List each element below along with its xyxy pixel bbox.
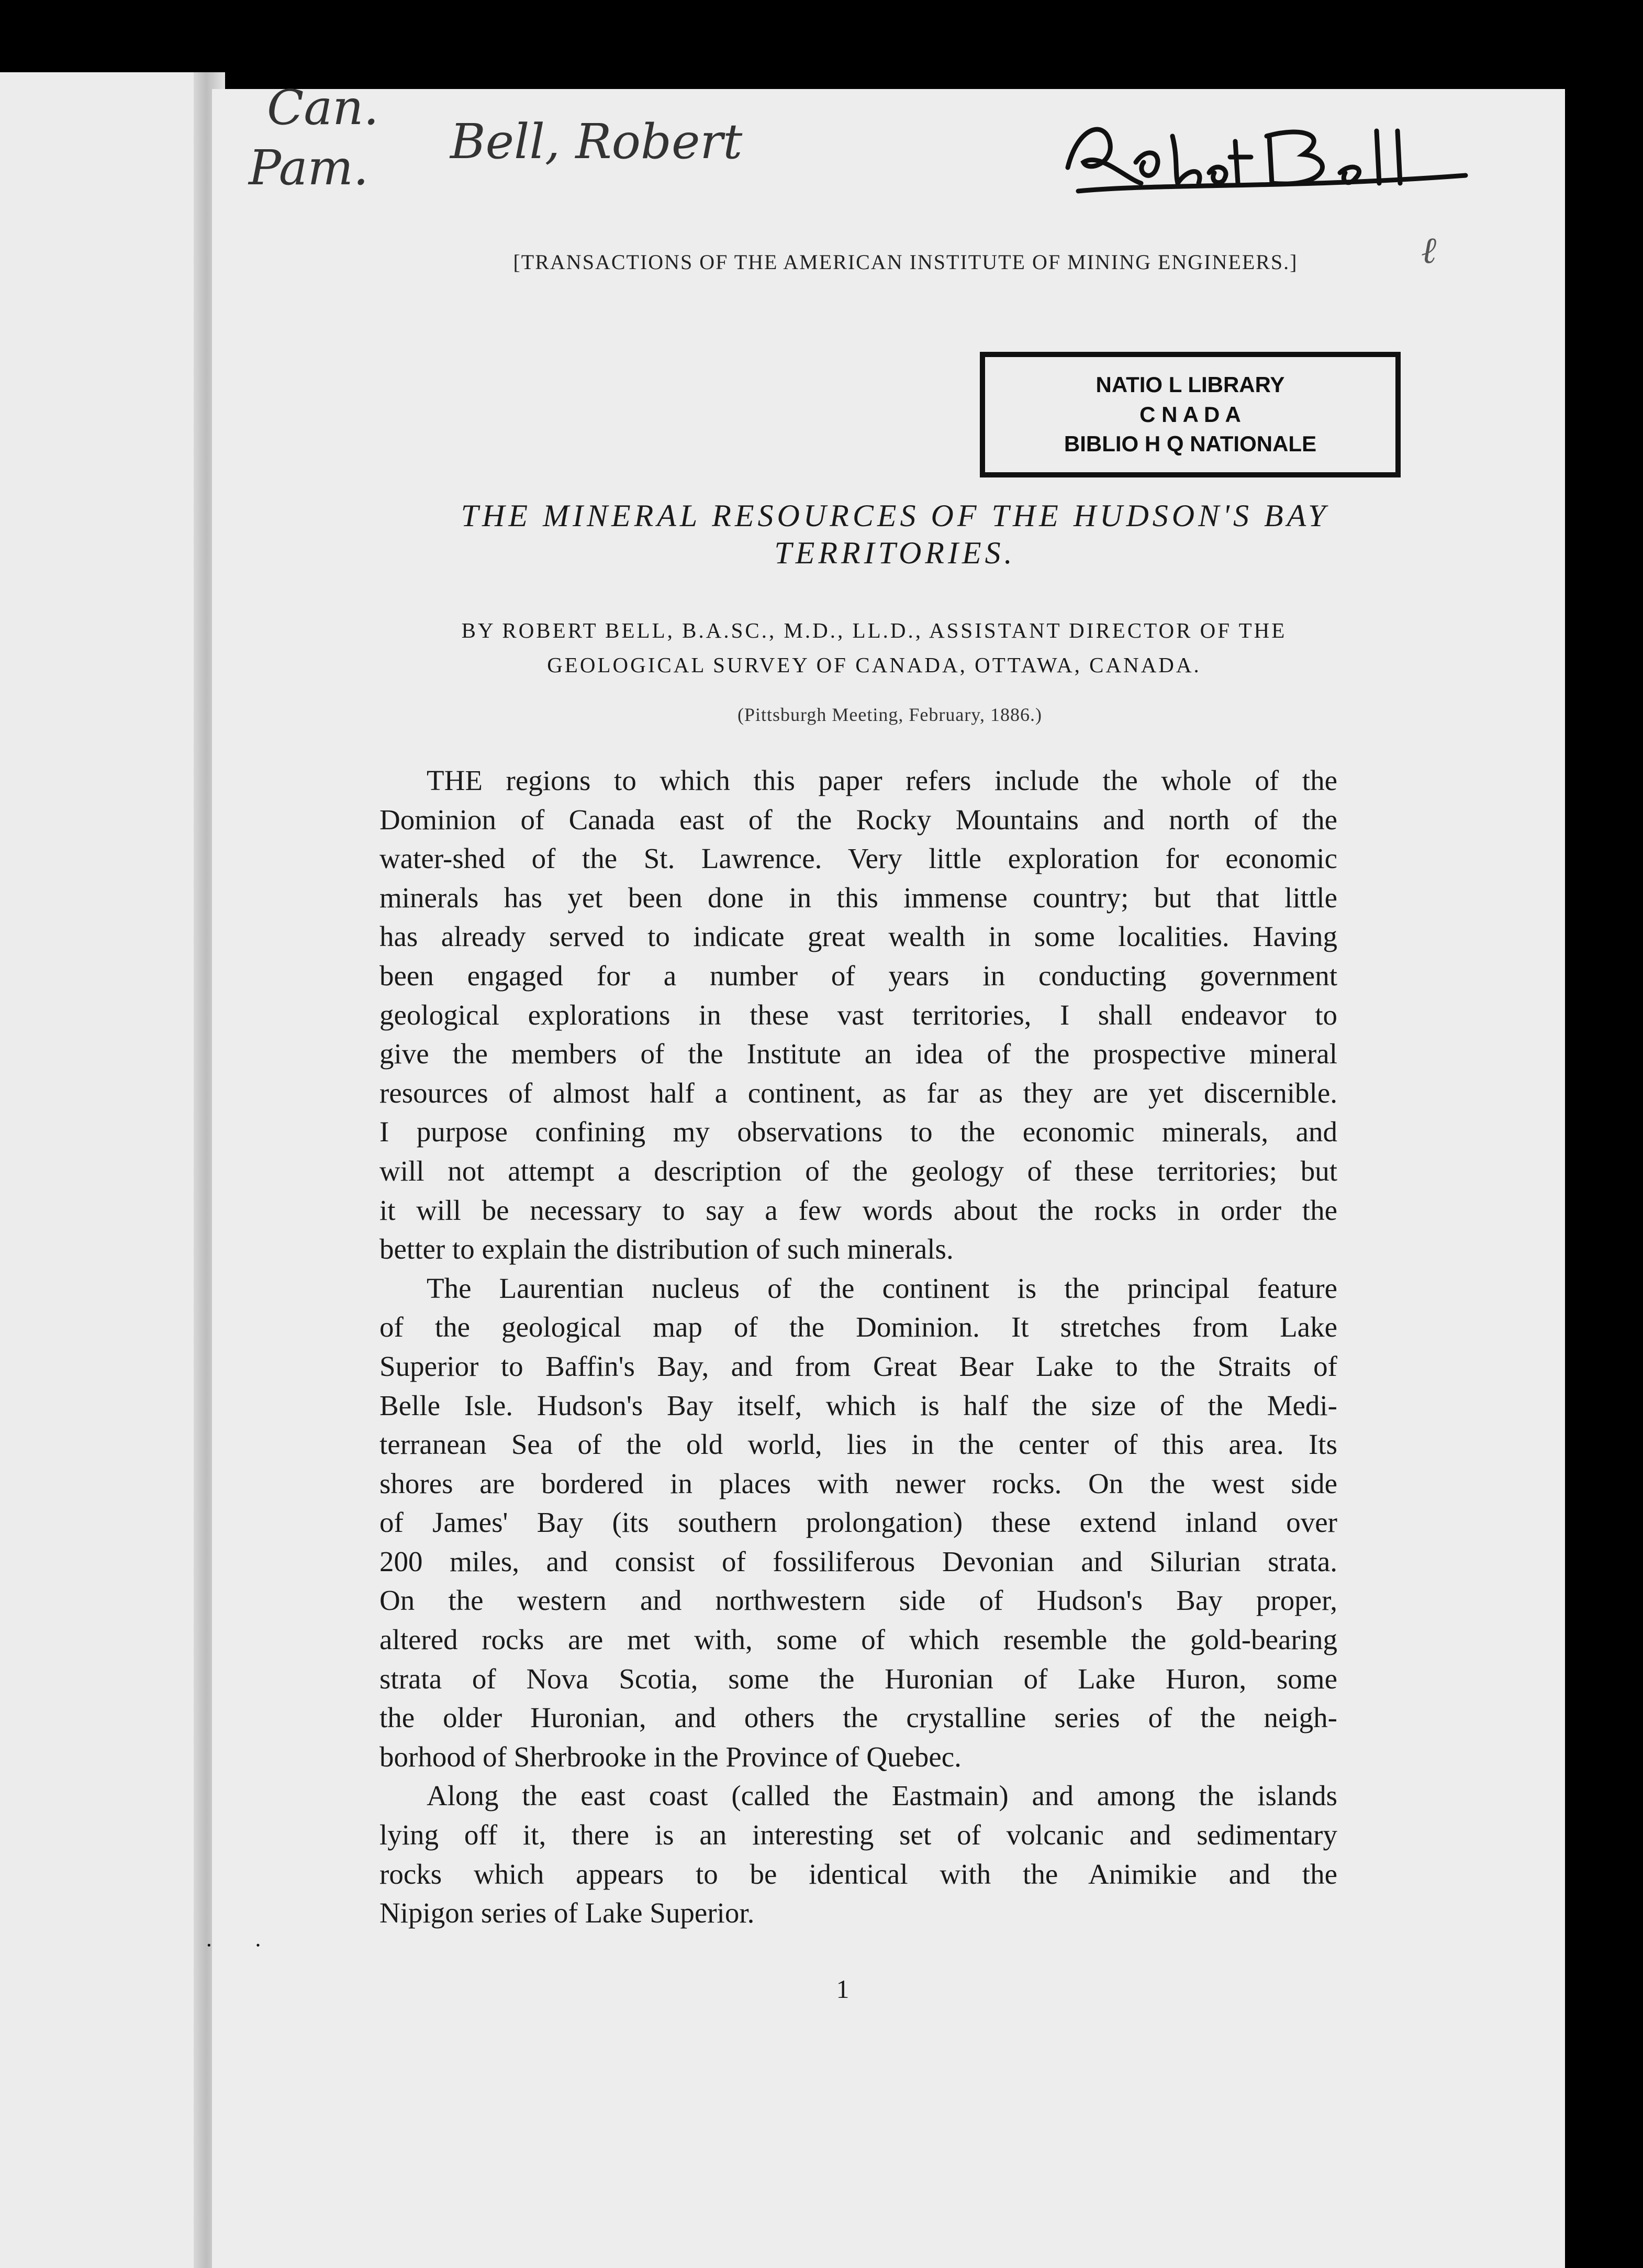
text-line: I purpose confining my observations to the economic minerals, and (379, 1116, 1337, 1148)
paragraph-3 (379, 1776, 1337, 1932)
paragraph-1 (379, 761, 1337, 1269)
text-line: Belle Isle. Hudson's Bay itself, which is half the size of the Medi- (379, 1389, 1337, 1421)
margin-marks: · · (205, 1932, 280, 1958)
byline-line-2: GEOLOGICAL SURVEY OF CANADA, OTTAWA, CANADA. (547, 652, 1201, 677)
text-line: Along the east coast (called the Eastmain) and among the islands (427, 1780, 1337, 1812)
text-line: will not attempt a description of the geology of these territories; but (379, 1154, 1337, 1187)
text-line: 200 miles, and consist of fossiliferous Devonian and Silurian strata. (379, 1545, 1337, 1577)
stamp-line-3: BIBLIO H Q NATIONALE (1064, 431, 1317, 457)
handwritten-author: Bell, Robert (450, 114, 743, 170)
text-line: been engaged for a number of years in conducting government (379, 959, 1337, 992)
text-line: geological explorations in these vast territories, I shall endeavor to (379, 998, 1337, 1031)
library-stamp (980, 352, 1401, 477)
handwritten-note-2: Pam. (249, 140, 369, 196)
handwritten-mark: ℓ (1421, 231, 1437, 271)
text-line: Superior to Baffin's Bay, and from Great Bear Lake to the Straits of (379, 1350, 1337, 1382)
meeting-note: (Pittsburgh Meeting, February, 1886.) (737, 704, 1042, 725)
text-line: On the western and northwestern side of Hudson's Bay proper, (379, 1584, 1337, 1617)
text-line: altered rocks are met with, some of which resemble the gold-bearing (379, 1624, 1337, 1656)
journal-header: [TRANSACTIONS OF THE AMERICAN INSTITUTE OF MINING ENGINEERS.] (513, 250, 1298, 274)
text-line: strata of Nova Scotia, some the Huronian of Lake Huron, some (379, 1662, 1337, 1695)
facing-page (0, 72, 204, 2268)
text-line: minerals has yet been done in this immense country; but that little (379, 881, 1337, 914)
text-line: Dominion of Canada east of the Rocky Mountains and north of the (379, 803, 1337, 836)
text-line: of the geological map of the Dominion. It stretches from Lake (379, 1311, 1337, 1343)
text-line: resources of almost half a continent, as far as they are yet discernible. (379, 1076, 1337, 1109)
article-title (419, 497, 1371, 572)
stamp-line-2: C N A D A (1139, 402, 1241, 427)
text-line: has already served to indicate great wealth in some localities. Having (379, 920, 1337, 953)
text-line: The Laurentian nucleus of the continent is the principal feature (427, 1272, 1337, 1304)
text-line: borhood of Sherbrooke in the Province of Quebec. (379, 1740, 962, 1773)
title-line-2: TERRITORIES. (774, 535, 1016, 570)
text-line: better to explain the distribution of such minerals. (379, 1233, 954, 1265)
text-line: Nipigon series of Lake Superior. (379, 1897, 755, 1929)
paragraph-2 (379, 1269, 1337, 1777)
page-number: 1 (836, 1974, 850, 2004)
author-byline (403, 614, 1345, 682)
text-line: the older Huronian, and others the crystalline series of the neigh- (379, 1702, 1337, 1734)
title-line-1: THE MINERAL RESOURCES OF THE HUDSON'S BAY (461, 498, 1329, 533)
text-line: THE regions to which this paper refers include the whole of the (427, 764, 1337, 796)
text-line: of James' Bay (its southern prolongation) these extend inland over (379, 1506, 1337, 1539)
text-line: lying off it, there is an interesting set of volcanic and sedimentary (379, 1819, 1337, 1851)
byline-line-1: BY ROBERT BELL, B.A.SC., M.D., LL.D., ASSISTANT DIRECTOR OF THE (461, 618, 1287, 642)
article-body (379, 761, 1337, 1933)
text-line: shores are bordered in places with newer rocks. On the west side (379, 1467, 1337, 1499)
handwritten-note-1: Can. (267, 80, 379, 136)
text-line: give the members of the Institute an idea of the prospective mineral (379, 1038, 1337, 1070)
text-line: terranean Sea of the old world, lies in the center of this area. Its (379, 1428, 1337, 1461)
text-line: water-shed of the St. Lawrence. Very little exploration for economic (379, 842, 1337, 875)
signature (1057, 105, 1476, 204)
text-line: rocks which appears to be identical with the Animikie and the (379, 1858, 1337, 1890)
stamp-line-1: NATIO L LIBRARY (1096, 372, 1285, 397)
text-line: it will be necessary to say a few words about the rocks in order the (379, 1194, 1337, 1226)
